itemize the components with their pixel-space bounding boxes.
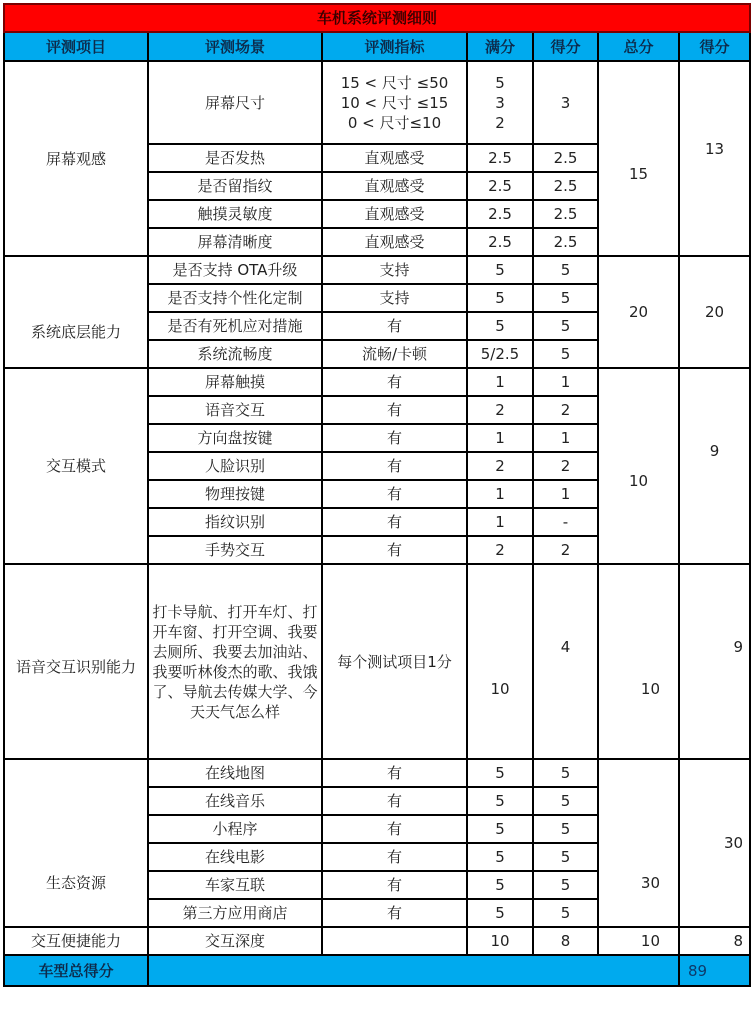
criterion-cell: 直观感受: [322, 172, 467, 200]
full-score-cell: [467, 564, 533, 759]
header-category: 评测项目: [4, 32, 148, 61]
header-criterion: 评测指标: [322, 32, 467, 61]
full-score-cell: 1: [467, 368, 533, 396]
score-cell: 5: [533, 256, 598, 284]
full-score-cell: [467, 61, 533, 144]
score-cell: 8: [533, 927, 598, 955]
criterion-cell: 直观感受: [322, 228, 467, 256]
criterion-cell: 有: [322, 871, 467, 899]
score-cell: 5: [533, 340, 598, 368]
criterion-cell: 有: [322, 899, 467, 927]
table-row: [4, 927, 750, 955]
table-row: [4, 564, 750, 759]
total-blank: [148, 955, 679, 986]
score-cell: 2.5: [533, 172, 598, 200]
header-earned: 得分: [679, 32, 750, 61]
total-cell: 20: [598, 256, 679, 368]
table-row: [4, 759, 750, 787]
scenario-cell: 手势交互: [148, 536, 322, 564]
criterion-cell: 流畅/卡顿: [322, 340, 467, 368]
full-score-cell: 1: [467, 480, 533, 508]
scenario-cell: 人脸识别: [148, 452, 322, 480]
category-cell: [4, 564, 148, 759]
criterion-cell: 有: [322, 787, 467, 815]
full-score-cell: 5: [467, 899, 533, 927]
earned-value: 30: [723, 834, 744, 852]
full-score-cell: 5/2.5: [467, 340, 533, 368]
criterion-cell: 有: [322, 452, 467, 480]
criterion-cell: 有: [322, 368, 467, 396]
scenario-cell: 交互深度: [148, 927, 322, 955]
earned-cell: 8: [679, 927, 750, 955]
total-value: 30: [640, 874, 660, 892]
total-value: 10: [640, 680, 660, 698]
scenario-cell: 是否发热: [148, 144, 322, 172]
full-score-cell: 2.5: [467, 200, 533, 228]
full-score-cell: 5: [467, 843, 533, 871]
full-score-cell: 2: [467, 396, 533, 424]
category-cell: 交互模式: [4, 368, 148, 564]
full-score-cell: 1: [467, 424, 533, 452]
full-score-cell: 2.5: [467, 228, 533, 256]
full-score-cell: 2.5: [467, 172, 533, 200]
score-cell: 1: [533, 424, 598, 452]
scenario-cell: 在线音乐: [148, 787, 322, 815]
table-row: [4, 61, 750, 144]
total-cell: [598, 564, 679, 759]
earned-cell: [679, 61, 750, 256]
scenario-cell: 物理按键: [148, 480, 322, 508]
criterion-cell: 支持: [322, 256, 467, 284]
header-total: 总分: [598, 32, 679, 61]
total-score: 89: [679, 955, 750, 986]
score-cell: 5: [533, 871, 598, 899]
score-cell: 5: [533, 843, 598, 871]
scenario-cell: 是否支持 OTA升级: [148, 256, 322, 284]
criterion-cell: 有: [322, 843, 467, 871]
earned-value: 9: [733, 637, 744, 656]
scenario-cell: 在线地图: [148, 759, 322, 787]
score-cell: 2: [533, 536, 598, 564]
category-label: 系统底层能力: [30, 323, 121, 341]
earned-cell: [679, 368, 750, 564]
scenario-cell: 系统流畅度: [148, 340, 322, 368]
full-score-value: 10: [490, 680, 510, 698]
total-row: [4, 955, 750, 986]
score-cell: -: [533, 508, 598, 536]
full-score-cell: 2.5: [467, 144, 533, 172]
total-value: 15: [628, 164, 649, 183]
total-cell: [598, 368, 679, 564]
score-cell: 5: [533, 759, 598, 787]
scenario-cell: 打卡导航、打开车灯、打开车窗、打开空调、我要去厕所、我要去加油站、我要听林俊杰的歌、我饿了、导航去传媒大学、今天天气怎么样: [148, 564, 322, 759]
earned-cell: [679, 564, 750, 759]
category-label: 语音交互识别能力: [15, 657, 136, 676]
category-cell: 交互便捷能力: [4, 927, 148, 955]
scenario-cell: 屏幕触摸: [148, 368, 322, 396]
full-score-cell: 5: [467, 284, 533, 312]
full-score-cell: 5: [467, 759, 533, 787]
criterion-cell: [322, 61, 467, 144]
scenario-cell: 是否支持个性化定制: [148, 284, 322, 312]
score-cell: 2.5: [533, 200, 598, 228]
scenario-cell: 方向盘按键: [148, 424, 322, 452]
score-cell: 5: [533, 312, 598, 340]
criterion-line: 15 < 尺寸 ≤50: [340, 73, 449, 92]
criterion-cell: 有: [322, 815, 467, 843]
score-cell: 2.5: [533, 228, 598, 256]
scenario-cell: 是否有死机应对措施: [148, 312, 322, 340]
score-cell: 5: [533, 284, 598, 312]
criterion-cell: 有: [322, 396, 467, 424]
category-label: 生态资源: [45, 874, 106, 892]
score-cell: 2.5: [533, 144, 598, 172]
table-row: [4, 368, 750, 396]
score-cell: 5: [533, 787, 598, 815]
full-score-cell: 5: [467, 312, 533, 340]
earned-value: 13: [704, 139, 725, 158]
full-score-line: 2: [495, 113, 505, 132]
scenario-cell: 屏幕清晰度: [148, 228, 322, 256]
total-cell: [598, 759, 679, 927]
full-score-cell: 2: [467, 452, 533, 480]
criterion-cell: 有: [322, 424, 467, 452]
criterion-line: 10 < 尺寸 ≤15: [340, 93, 449, 112]
scenario-cell: 小程序: [148, 815, 322, 843]
scenario-cell: 第三方应用商店: [148, 899, 322, 927]
header-scenario: 评测场景: [148, 32, 322, 61]
header-full-score: 满分: [467, 32, 533, 61]
criterion-cell: 直观感受: [322, 200, 467, 228]
earned-cell: [679, 759, 750, 927]
category-cell: [4, 759, 148, 927]
full-score-cell: 1: [467, 508, 533, 536]
full-score-cell: 5: [467, 256, 533, 284]
criterion-line: 0 < 尺寸≤10: [347, 113, 442, 132]
criterion-cell: [322, 927, 467, 955]
score-cell: [533, 564, 598, 759]
full-score-line: 3: [495, 93, 505, 112]
category-cell: 屏幕观感: [4, 61, 148, 256]
table-row: [4, 256, 750, 284]
score-cell: 1: [533, 480, 598, 508]
full-score-cell: 5: [467, 787, 533, 815]
total-value: 10: [628, 472, 649, 490]
earned-value: 9: [709, 442, 720, 460]
score-cell: 2: [533, 452, 598, 480]
table-title: 车机系统评测细则: [4, 4, 750, 32]
scenario-cell: 屏幕尺寸: [148, 61, 322, 144]
scenario-cell: 车家互联: [148, 871, 322, 899]
criterion-cell: 有: [322, 508, 467, 536]
earned-cell: 20: [679, 256, 750, 368]
evaluation-table: [3, 3, 751, 987]
total-label: 车型总得分: [4, 955, 148, 986]
total-cell: 10: [598, 927, 679, 955]
criterion-cell: 有: [322, 759, 467, 787]
full-score-cell: 10: [467, 927, 533, 955]
scenario-cell: 触摸灵敏度: [148, 200, 322, 228]
score-cell: 5: [533, 899, 598, 927]
score-value: 4: [560, 637, 571, 656]
header-score: 得分: [533, 32, 598, 61]
scenario-cell: 指纹识别: [148, 508, 322, 536]
criterion-cell: 直观感受: [322, 144, 467, 172]
full-score-cell: 2: [467, 536, 533, 564]
criterion-cell: 有: [322, 312, 467, 340]
scenario-cell: 语音交互: [148, 396, 322, 424]
full-score-cell: 5: [467, 871, 533, 899]
total-cell: [598, 61, 679, 256]
score-cell: 2: [533, 396, 598, 424]
header-row: [4, 32, 750, 61]
category-cell: [4, 256, 148, 368]
score-cell: 1: [533, 368, 598, 396]
scenario-cell: 是否留指纹: [148, 172, 322, 200]
criterion-cell: 支持: [322, 284, 467, 312]
full-score-cell: 5: [467, 815, 533, 843]
full-score-line: 5: [495, 73, 505, 92]
criterion-cell: 有: [322, 536, 467, 564]
criterion-cell: 每个测试项目1分: [322, 564, 467, 759]
score-cell: 3: [533, 61, 598, 144]
criterion-cell: 有: [322, 480, 467, 508]
score-cell: 5: [533, 815, 598, 843]
scenario-cell: 在线电影: [148, 843, 322, 871]
